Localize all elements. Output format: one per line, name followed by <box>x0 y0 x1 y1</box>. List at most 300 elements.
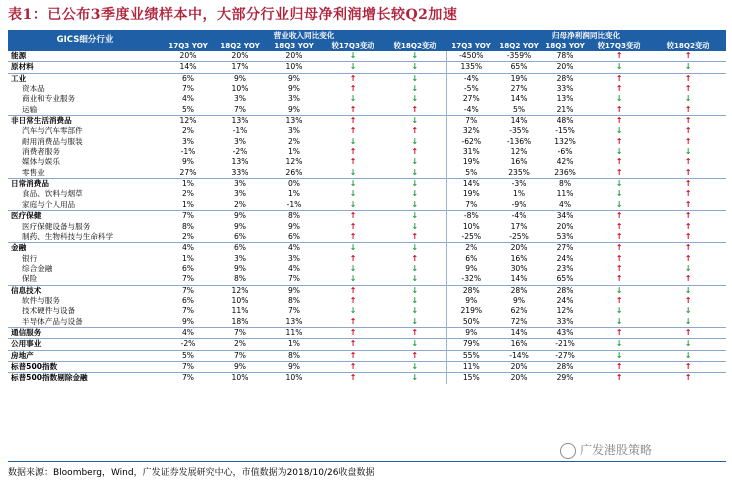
cell-value: 65% <box>556 274 574 284</box>
up-arrow-icon: ↑ <box>349 84 357 94</box>
column-header: 较18Q2变动 <box>384 41 446 51</box>
cell-value: 4% <box>162 243 214 254</box>
cell-value: 27% <box>179 167 197 177</box>
up-arrow-icon: ↑ <box>684 84 692 94</box>
table-row <box>8 373 726 384</box>
table-row <box>8 232 726 243</box>
up-arrow-icon <box>322 254 384 264</box>
down-arrow-icon: ↓ <box>615 306 623 316</box>
down-arrow-icon <box>384 373 446 384</box>
down-arrow-icon: ↓ <box>411 199 419 209</box>
cell-value: 13% <box>214 116 266 127</box>
down-arrow-icon <box>384 306 446 316</box>
cell-value: 14% <box>162 62 214 73</box>
down-arrow-icon: ↓ <box>684 147 692 157</box>
table-row <box>8 179 726 190</box>
cell-value: -27% <box>542 350 588 361</box>
cell-value: -1% <box>180 147 196 157</box>
up-arrow-icon: ↑ <box>349 350 357 360</box>
down-arrow-icon <box>650 147 726 157</box>
up-arrow-icon: ↑ <box>684 231 692 241</box>
up-arrow-icon: ↑ <box>684 104 692 114</box>
up-arrow-icon: ↑ <box>684 199 692 209</box>
up-arrow-icon <box>588 296 650 306</box>
table-row <box>8 317 726 328</box>
up-arrow-icon: ↑ <box>684 295 692 305</box>
down-arrow-icon: ↓ <box>684 94 692 104</box>
up-arrow-icon: ↑ <box>615 295 623 305</box>
cell-value: 12% <box>162 116 214 127</box>
down-arrow-icon <box>588 147 650 157</box>
cell-value: 10% <box>266 373 322 384</box>
table-row <box>8 105 726 116</box>
up-arrow-icon: ↑ <box>411 147 419 157</box>
column-header: 17Q3 YOY <box>446 41 496 51</box>
table-row <box>8 200 726 211</box>
table-row <box>8 137 726 147</box>
down-arrow-icon: ↓ <box>349 189 357 199</box>
down-arrow-icon <box>322 274 384 285</box>
cell-value: 8% <box>181 221 195 231</box>
table-row <box>8 243 726 254</box>
up-arrow-icon <box>650 179 726 190</box>
cell-value: 9% <box>181 316 195 326</box>
cell-value: 13% <box>231 157 249 167</box>
down-arrow-icon: ↓ <box>684 285 692 295</box>
down-arrow-icon: ↓ <box>684 263 692 273</box>
up-arrow-icon: ↑ <box>615 211 623 221</box>
up-arrow-icon <box>650 243 726 254</box>
up-arrow-icon <box>588 361 650 372</box>
cell-value: 28% <box>446 285 496 296</box>
cell-value: 9% <box>266 285 322 296</box>
up-arrow-icon: ↑ <box>615 243 623 253</box>
cell-value: 2% <box>181 189 195 199</box>
cell-value: 9% <box>214 361 266 372</box>
up-arrow-icon: ↑ <box>411 253 419 263</box>
column-header: 较17Q3变动 <box>588 41 650 51</box>
up-arrow-icon: ↑ <box>684 373 692 383</box>
cell-value: 3% <box>233 253 247 263</box>
row-label: 医疗保健设备与服务 <box>22 221 91 231</box>
down-arrow-icon <box>588 62 650 73</box>
cell-value: 12% <box>556 306 574 316</box>
table-row <box>8 168 726 179</box>
up-arrow-icon: ↑ <box>615 116 623 126</box>
cell-value: 7% <box>162 373 214 384</box>
row-label: 保险 <box>22 274 38 284</box>
cell-value: 2% <box>446 243 496 254</box>
cell-value: 12% <box>285 157 303 167</box>
cell-value: 28% <box>542 73 588 84</box>
cell-value: 27% <box>446 94 496 104</box>
up-arrow-icon <box>650 327 726 338</box>
cell-value: 20% <box>179 51 197 60</box>
cell-value: 3% <box>214 179 266 190</box>
cell-value: -2% <box>162 339 214 350</box>
row-label: 制药、生物科技与生命科学 <box>22 231 114 241</box>
cell-value: 13% <box>556 94 574 104</box>
down-arrow-icon: ↓ <box>349 136 357 146</box>
cell-value: 20% <box>556 221 574 231</box>
down-arrow-icon: ↓ <box>615 147 623 157</box>
up-arrow-icon: ↑ <box>684 167 692 177</box>
up-arrow-icon: ↑ <box>411 231 419 241</box>
cell-value: -25% <box>446 232 496 243</box>
cell-value: -15% <box>555 126 575 136</box>
gics-header: GICS细分行业 <box>8 30 162 51</box>
cell-value: 7% <box>181 306 195 316</box>
up-arrow-icon: ↑ <box>349 253 357 263</box>
up-arrow-icon <box>588 105 650 116</box>
cell-value: 4% <box>266 243 322 254</box>
up-arrow-icon: ↑ <box>615 231 623 241</box>
earnings-table <box>8 30 726 384</box>
table-row <box>8 222 726 232</box>
up-arrow-icon: ↑ <box>684 221 692 231</box>
cell-value: -1% <box>232 126 248 136</box>
cell-value: 27% <box>542 243 588 254</box>
down-arrow-icon <box>384 116 446 127</box>
up-arrow-icon: ↑ <box>684 253 692 263</box>
down-arrow-icon <box>384 339 446 350</box>
up-arrow-icon: ↑ <box>684 157 692 167</box>
down-arrow-icon: ↓ <box>615 316 623 326</box>
up-arrow-icon: ↑ <box>615 274 623 284</box>
down-arrow-icon <box>384 62 446 73</box>
up-arrow-icon <box>650 126 726 136</box>
up-arrow-icon: ↑ <box>349 211 357 221</box>
cell-value: -136% <box>506 136 532 146</box>
down-arrow-icon: ↓ <box>349 243 357 253</box>
down-arrow-icon <box>322 62 384 73</box>
down-arrow-icon <box>588 350 650 361</box>
cell-value: 13% <box>266 116 322 127</box>
down-arrow-icon <box>588 200 650 211</box>
cell-value: 19% <box>446 157 496 167</box>
up-arrow-icon: ↑ <box>684 179 692 189</box>
down-arrow-icon: ↓ <box>411 84 419 94</box>
up-arrow-icon <box>322 147 384 157</box>
cell-value: -2% <box>232 147 248 157</box>
up-arrow-icon: ↑ <box>684 211 692 221</box>
up-arrow-icon: ↑ <box>349 104 357 114</box>
down-arrow-icon: ↓ <box>349 306 357 316</box>
wechat-logo-icon <box>560 443 576 459</box>
row-label: 非日常生活消费品 <box>8 116 162 127</box>
up-arrow-icon: ↑ <box>684 136 692 146</box>
down-arrow-icon: ↓ <box>411 157 419 167</box>
up-arrow-icon: ↑ <box>349 73 357 83</box>
row-label: 家庭与个人用品 <box>22 199 76 209</box>
row-label: 公用事业 <box>8 339 162 350</box>
cell-value: 33% <box>231 167 249 177</box>
down-arrow-icon <box>384 264 446 274</box>
cell-value: 9% <box>214 73 266 84</box>
up-arrow-icon: ↑ <box>615 167 623 177</box>
down-arrow-icon <box>384 211 446 222</box>
up-arrow-icon <box>650 137 726 147</box>
cell-value: 10% <box>266 62 322 73</box>
cell-value: 2% <box>233 199 247 209</box>
cell-value: 135% <box>446 62 496 73</box>
up-arrow-icon <box>322 327 384 338</box>
cell-value: 13% <box>285 316 303 326</box>
up-arrow-icon: ↑ <box>615 51 623 60</box>
down-arrow-icon <box>322 243 384 254</box>
down-arrow-icon: ↓ <box>615 199 623 209</box>
cell-value: 20% <box>542 62 588 73</box>
cell-value: 14% <box>510 94 528 104</box>
up-arrow-icon <box>650 116 726 127</box>
cell-value: 7% <box>162 211 214 222</box>
up-arrow-icon: ↑ <box>349 157 357 167</box>
cell-value: 4% <box>162 327 214 338</box>
up-arrow-icon: ↑ <box>349 361 357 371</box>
column-header: 较17Q3变动 <box>322 41 384 51</box>
source-note: 数据来源：Bloomberg，Wind，广发证券发展研究中心，市值数据为2018/10/26收盘数据 <box>8 468 375 478</box>
cell-value: 6% <box>214 243 266 254</box>
down-arrow-icon <box>384 243 446 254</box>
up-arrow-icon <box>322 317 384 328</box>
down-arrow-icon <box>322 168 384 179</box>
cell-value: 79% <box>446 339 496 350</box>
column-header: 18Q2 YOY <box>496 41 542 51</box>
cell-value: 50% <box>446 317 496 328</box>
down-arrow-icon: ↓ <box>349 263 357 273</box>
cell-value: 17% <box>510 221 528 231</box>
up-arrow-icon: ↑ <box>615 221 623 231</box>
down-arrow-icon: ↓ <box>349 51 357 60</box>
cell-value: 9% <box>446 264 496 274</box>
down-arrow-icon <box>384 51 446 62</box>
down-arrow-icon: ↓ <box>411 274 419 284</box>
cell-value: 9% <box>233 263 247 273</box>
up-arrow-icon: ↑ <box>684 361 692 371</box>
down-arrow-icon <box>650 306 726 316</box>
up-arrow-icon <box>588 157 650 167</box>
cell-value: 9% <box>287 221 301 231</box>
column-header: 较18Q2变动 <box>650 41 726 51</box>
up-arrow-icon: ↑ <box>411 350 419 360</box>
down-arrow-icon: ↓ <box>615 339 623 349</box>
row-label: 消费者服务 <box>22 147 60 157</box>
row-label: 综合金融 <box>22 263 53 273</box>
cell-value: 7% <box>181 84 195 94</box>
down-arrow-icon: ↓ <box>684 316 692 326</box>
cell-value: 1% <box>287 189 301 199</box>
down-arrow-icon: ↓ <box>615 189 623 199</box>
down-arrow-icon: ↓ <box>411 243 419 253</box>
up-arrow-icon <box>384 232 446 243</box>
up-arrow-icon <box>588 327 650 338</box>
cell-value: 5% <box>181 104 195 114</box>
row-label: 银行 <box>22 253 38 263</box>
cell-value: 10% <box>231 295 249 305</box>
cell-value: 9% <box>266 73 322 84</box>
up-arrow-icon: ↑ <box>684 73 692 83</box>
down-arrow-icon <box>322 94 384 104</box>
up-arrow-icon <box>322 285 384 296</box>
down-arrow-icon: ↓ <box>349 274 357 284</box>
up-arrow-icon: ↑ <box>349 116 357 126</box>
cell-value: 33% <box>556 316 574 326</box>
table-row <box>8 126 726 136</box>
cell-value: 11% <box>446 361 496 372</box>
cell-value: 1% <box>181 199 195 209</box>
cell-value: 20% <box>496 361 542 372</box>
up-arrow-icon <box>650 232 726 243</box>
cell-value: 34% <box>542 211 588 222</box>
cell-value: -6% <box>557 147 573 157</box>
down-arrow-icon <box>588 339 650 350</box>
up-arrow-icon <box>322 105 384 116</box>
up-arrow-icon: ↑ <box>349 147 357 157</box>
cell-value: 8% <box>233 274 247 284</box>
cell-value: 7% <box>233 104 247 114</box>
cell-value: 2% <box>181 231 195 241</box>
cell-value: 236% <box>554 167 576 177</box>
cell-value: 53% <box>556 231 574 241</box>
cell-value: 20% <box>496 373 542 384</box>
down-arrow-icon <box>322 189 384 199</box>
cell-value: 62% <box>510 306 528 316</box>
cell-value: -5% <box>446 84 496 94</box>
profit-group-header: 归母净利润同比变化 <box>446 30 726 41</box>
down-arrow-icon <box>588 126 650 136</box>
down-arrow-icon: ↓ <box>411 316 419 326</box>
cell-value: 2% <box>181 126 195 136</box>
up-arrow-icon: ↑ <box>411 104 419 114</box>
down-arrow-icon: ↓ <box>411 285 419 295</box>
down-arrow-icon: ↓ <box>349 94 357 104</box>
up-arrow-icon <box>384 126 446 136</box>
up-arrow-icon: ↑ <box>349 373 357 383</box>
cell-value: -450% <box>446 51 496 62</box>
up-arrow-icon: ↑ <box>349 295 357 305</box>
down-arrow-icon <box>384 84 446 94</box>
up-arrow-icon <box>322 211 384 222</box>
cell-value: 9% <box>446 296 496 306</box>
down-arrow-icon: ↓ <box>411 167 419 177</box>
up-arrow-icon: ↑ <box>684 116 692 126</box>
up-arrow-icon <box>384 147 446 157</box>
down-arrow-icon: ↓ <box>615 94 623 104</box>
down-arrow-icon: ↓ <box>411 361 419 371</box>
up-arrow-icon <box>322 296 384 306</box>
up-arrow-icon <box>588 168 650 179</box>
cell-value: 16% <box>510 253 528 263</box>
row-label: 技术硬件与设备 <box>22 306 76 316</box>
cell-value: 28% <box>542 361 588 372</box>
down-arrow-icon: ↓ <box>411 62 419 72</box>
column-header: 18Q2 YOY <box>214 41 266 51</box>
up-arrow-icon <box>322 157 384 167</box>
up-arrow-icon <box>650 200 726 211</box>
cell-value: 9% <box>446 327 496 338</box>
up-arrow-icon <box>588 264 650 274</box>
cell-value: 9% <box>214 211 266 222</box>
cell-value: 7% <box>214 327 266 338</box>
up-arrow-icon <box>588 274 650 285</box>
cell-value: 24% <box>556 253 574 263</box>
down-arrow-icon <box>384 73 446 84</box>
table-row <box>8 62 726 73</box>
up-arrow-icon <box>588 137 650 147</box>
cell-value: 43% <box>542 327 588 338</box>
table-row <box>8 73 726 84</box>
cell-value: 9% <box>287 104 301 114</box>
row-label: 通信服务 <box>8 327 162 338</box>
cell-value: 5% <box>162 350 214 361</box>
cell-value: -32% <box>446 274 496 285</box>
down-arrow-icon: ↓ <box>349 167 357 177</box>
up-arrow-icon <box>650 373 726 384</box>
cell-value: -14% <box>496 350 542 361</box>
cell-value: 7% <box>446 200 496 211</box>
down-arrow-icon: ↓ <box>615 350 623 360</box>
down-arrow-icon: ↓ <box>684 62 692 72</box>
cell-value: 14% <box>496 116 542 127</box>
cell-value: 21% <box>556 104 574 114</box>
cell-value: 18% <box>231 316 249 326</box>
table-row <box>8 361 726 372</box>
row-label: 软件与服务 <box>22 295 60 305</box>
up-arrow-icon <box>588 232 650 243</box>
page-title: 表1：已公布3季度业绩样本中，大部分行业归母净利润增长较Q2加速 <box>8 7 458 23</box>
up-arrow-icon <box>322 339 384 350</box>
cell-value: 20% <box>496 243 542 254</box>
down-arrow-icon <box>588 285 650 296</box>
down-arrow-icon <box>384 179 446 190</box>
cell-value: 3% <box>233 136 247 146</box>
down-arrow-icon: ↓ <box>411 263 419 273</box>
down-arrow-icon <box>384 200 446 211</box>
down-arrow-icon <box>322 137 384 147</box>
up-arrow-icon <box>322 350 384 361</box>
cell-value: -1% <box>286 199 302 209</box>
cell-value: 219% <box>446 306 496 316</box>
cell-value: 16% <box>510 157 528 167</box>
down-arrow-icon <box>322 51 384 62</box>
cell-value: 7% <box>162 361 214 372</box>
cell-value: 5% <box>446 168 496 179</box>
up-arrow-icon <box>588 243 650 254</box>
up-arrow-icon <box>322 222 384 232</box>
up-arrow-icon: ↑ <box>684 189 692 199</box>
cell-value: -3% <box>496 179 542 190</box>
row-label: 运输 <box>22 104 38 114</box>
cell-value: 3% <box>287 126 301 136</box>
cell-value: 9% <box>233 221 247 231</box>
up-arrow-icon: ↑ <box>615 373 623 383</box>
up-arrow-icon: ↑ <box>349 126 357 136</box>
cell-value: 24% <box>556 295 574 305</box>
cell-value: 8% <box>542 179 588 190</box>
cell-value: 1% <box>181 253 195 263</box>
cell-value: 1% <box>162 179 214 190</box>
cell-value: 16% <box>496 339 542 350</box>
down-arrow-icon <box>588 306 650 316</box>
cell-value: 15% <box>446 373 496 384</box>
cell-value: 11% <box>556 189 574 199</box>
up-arrow-icon: ↑ <box>349 285 357 295</box>
cell-value: 3% <box>181 136 195 146</box>
up-arrow-icon: ↑ <box>349 231 357 241</box>
revenue-group-header: 营业收入同比变化 <box>162 30 446 41</box>
up-arrow-icon <box>322 116 384 127</box>
cell-value: 4% <box>559 199 572 209</box>
